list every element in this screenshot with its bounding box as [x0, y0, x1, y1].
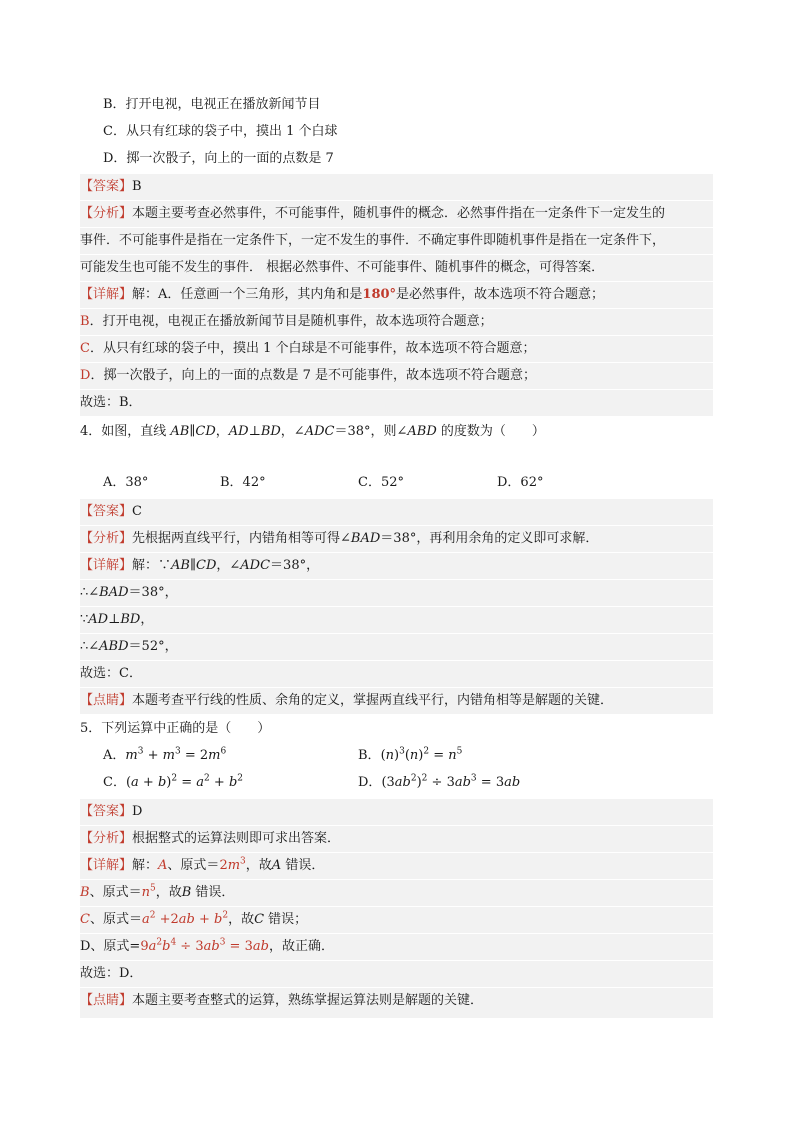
q5-choose: 故选：D．: [80, 961, 713, 987]
detail-math: $2m^3$: [219, 856, 246, 873]
math-var: AB: [170, 424, 190, 439]
q4-stem: [80, 419, 713, 445]
option-math: $(3ab^2)^2 \div 3ab^3 = 3ab$: [381, 773, 521, 790]
answer-tag: 【答案】: [80, 179, 133, 194]
detail-text: 、原式＝: [89, 912, 142, 927]
q3-analysis-line-1: [80, 201, 713, 227]
math-var: AD: [228, 424, 249, 439]
q4-answer: [80, 499, 713, 525]
detail-text: ＝38°，: [128, 585, 178, 600]
q5-detail-line-1: [80, 853, 713, 879]
q3-choose: 故选：B．: [80, 390, 713, 416]
detail-letter: B: [80, 314, 90, 329]
q5-detail-line-4: [80, 934, 713, 960]
math-op: ∥: [189, 424, 196, 439]
comment-tag: 【点睛】: [80, 693, 133, 708]
detail-text: 、原式＝: [167, 858, 220, 873]
detail-text: 解：A．任意画一个三角形，其内角和是: [132, 287, 363, 302]
option-label: C．: [103, 775, 126, 790]
answer-value: D: [132, 804, 143, 819]
analysis-text: ＝38°，再利用余角的定义即可求解．: [380, 531, 599, 546]
detail-text: 是必然事件，故本选项不符合题意；: [396, 287, 605, 302]
detail-text: ＝52°，: [128, 639, 178, 654]
detail-tag: 【详解】: [80, 858, 133, 873]
detail-text: ，故正确．: [268, 939, 334, 954]
math-var: CD: [195, 424, 216, 439]
detail-text: 、原式＝: [89, 885, 142, 900]
detail-text: 错误．: [281, 858, 325, 873]
comment-text: 本题主要考查整式的运算，熟练掌握运算法则是解题的关键．: [132, 993, 484, 1008]
q5-answer: [80, 799, 713, 825]
q3-detail-line-2: [80, 309, 713, 335]
q4-choose: 故选：C．: [80, 661, 713, 687]
detail-tag: 【详解】: [80, 287, 133, 302]
stem-text: ＝38°，则∠: [334, 424, 408, 439]
detail-text: ∴∠: [80, 639, 100, 654]
q5-comment: [80, 988, 713, 1018]
detail-letter: D: [80, 368, 91, 383]
q5-stem: 5．下列运算中正确的是（ ）: [80, 721, 271, 736]
q3-detail-line-1: [80, 282, 713, 308]
detail-letter: A: [271, 858, 282, 873]
option-math: m: [125, 748, 138, 763]
q5-option-b: [358, 743, 462, 769]
analysis-text: 根据整式的运算法则即可求出答案．: [132, 831, 341, 846]
q4-detail-line-3: [80, 607, 713, 633]
comment-text: 本题考查平行线的性质、余角的定义，掌握两直线平行，内错角相等是解题的关键．: [132, 693, 614, 708]
detail-math: $n^5$: [141, 883, 156, 900]
detail-text: 解：: [132, 858, 159, 873]
option-label: D．: [358, 775, 382, 790]
math-var: AB: [171, 558, 190, 573]
q4-detail-line-1: [80, 553, 713, 579]
q5-option-c: [103, 770, 243, 796]
math-var: ADC: [304, 424, 335, 439]
math-var: ABD: [407, 424, 437, 439]
math-var: BD: [260, 424, 281, 439]
detail-letter: C: [254, 912, 265, 927]
analysis-text: 本题主要考查必然事件，不可能事件，随机事件的概念．必然事件指在一定条件下一定发生的: [132, 206, 666, 221]
detail-text: ＝38°，: [270, 558, 320, 573]
math-var: BAD: [350, 531, 381, 546]
q5-analysis: [80, 826, 713, 852]
q4-option-d: D．62°: [497, 475, 544, 490]
detail-math: 180°: [362, 287, 397, 302]
math-var: ABD: [99, 639, 129, 654]
detail-letter: B: [181, 885, 192, 900]
detail-text: ，故: [245, 858, 272, 873]
q4-option-c: C．52°: [358, 475, 404, 490]
detail-text: 解：∵: [132, 558, 172, 573]
option-math: $(n)^3(n)^2 = n^5$: [380, 746, 463, 763]
answer-tag: 【答案】: [80, 504, 133, 519]
q3-option-d: D．掷一次骰子，向上的一面的点数是 7: [103, 151, 334, 166]
detail-letter: C: [80, 341, 90, 356]
detail-letter: A: [158, 858, 168, 873]
q3-option-c: C．从只有红球的袋子中，摸出 1 个白球: [103, 124, 338, 139]
answer-tag: 【答案】: [80, 804, 133, 819]
stem-text: ，∠: [280, 424, 305, 439]
math-op: ∥: [189, 558, 196, 573]
q5-detail-line-2: [80, 880, 713, 906]
detail-text: ，故: [155, 885, 182, 900]
math-op: ⊥: [248, 424, 261, 439]
q3-analysis-line-3: 可能发生也可能不发生的事件． 根据必然事件、不可能事件、随机事件的概念，可得答案．: [80, 255, 713, 281]
stem-text: ，: [215, 424, 229, 439]
math-var: AD: [88, 612, 109, 627]
answer-value: C: [132, 504, 142, 519]
math-op: ⊥: [108, 612, 121, 627]
option-label: A．: [103, 748, 126, 763]
stem-text: 4．如图，直线: [80, 424, 171, 439]
option-math: $(a + b)^2 = a^2 + b^2$: [125, 773, 244, 790]
detail-text: ．打开电视，电视正在播放新闻节目是随机事件，故本选项符合题意；: [89, 314, 493, 329]
q5-option-d: [358, 770, 520, 796]
q4-detail-line-2: [80, 580, 713, 606]
q3-option-b: B．打开电视，电视正在播放新闻节目: [103, 97, 321, 112]
comment-tag: 【点睛】: [80, 993, 133, 1008]
analysis-tag: 【分析】: [80, 206, 133, 221]
q3-detail-line-3: [80, 336, 713, 362]
analysis-text: 先根据两直线平行，内错角相等可得∠: [132, 531, 351, 546]
detail-math: $a^2 +2ab + b^2$: [141, 910, 229, 927]
q5-option-a: A．$m^3 + m^3 = 2m^6$: [103, 746, 227, 763]
q4-comment: [80, 688, 713, 714]
q5-detail-line-3: [80, 907, 713, 933]
detail-tag: 【详解】: [80, 558, 133, 573]
detail-text: ．从只有红球的袋子中，摸出 1 个白球是不可能事件，故本选项不符合题意；: [89, 341, 536, 356]
detail-text: 错误；: [264, 912, 308, 927]
detail-text: ，故: [228, 912, 255, 927]
math-var: BAD: [99, 585, 129, 600]
detail-text: ∴∠: [80, 585, 100, 600]
analysis-tag: 【分析】: [80, 531, 133, 546]
detail-text: D、原式=: [80, 939, 141, 954]
q3-detail-line-4: [80, 363, 713, 389]
q3-analysis-line-2: 事件．不可能事件是指在一定条件下，一定不发生的事件．不确定事件即随机事件是指在一定条件下，: [80, 228, 713, 254]
detail-text: 错误．: [191, 885, 235, 900]
math-var: ADC: [240, 558, 271, 573]
detail-text: ∵: [80, 612, 89, 627]
stem-text: 的度数为（ ）: [436, 424, 545, 439]
detail-letter: C: [80, 912, 90, 927]
math-var: BD: [120, 612, 141, 627]
q4-analysis: [80, 526, 713, 552]
detail-text: ，∠: [216, 558, 241, 573]
analysis-tag: 【分析】: [80, 831, 133, 846]
detail-letter: B: [80, 885, 90, 900]
q3-answer: [80, 174, 713, 200]
q4-detail-line-4: [80, 634, 713, 660]
detail-text: ，: [140, 612, 154, 627]
option-label: B．: [358, 748, 381, 763]
detail-text: ．掷一次骰子，向上的一面的点数是 7 是不可能事件，故本选项不符合题意；: [90, 368, 536, 383]
detail-math: $9a^2b^4 \div 3ab^3 = 3ab$: [140, 937, 269, 954]
answer-value: B: [132, 179, 142, 194]
q4-option-b: B．42°: [220, 475, 266, 490]
math-var: CD: [196, 558, 217, 573]
q4-option-a: A．38°: [103, 475, 149, 490]
